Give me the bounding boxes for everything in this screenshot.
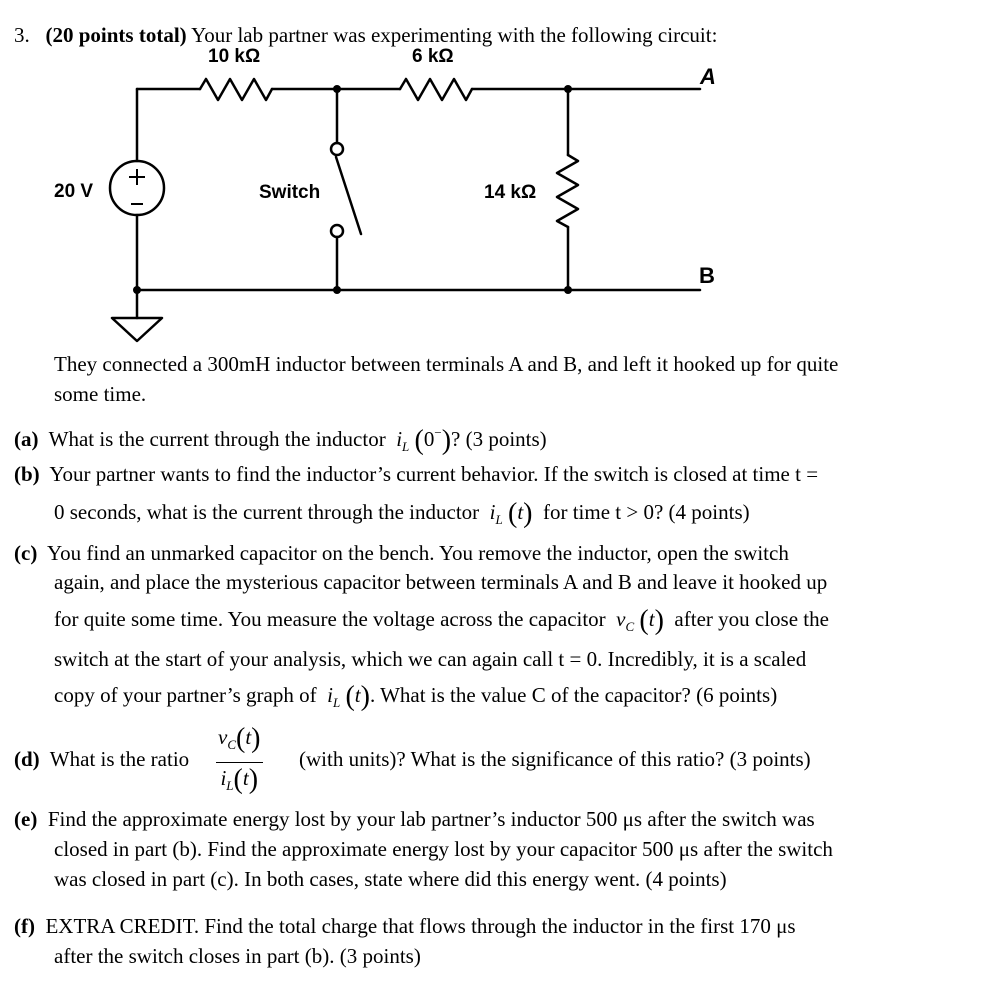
part-c-math-arg: t <box>648 607 655 631</box>
part-e-text-1: Find the approximate energy lost by your lab partner’s inductor 500 μs after the switch was <box>47 807 815 831</box>
resistor-10k <box>200 79 272 100</box>
label-r3: 14 kΩ <box>484 182 537 203</box>
part-c-math-arg-2: t <box>354 683 361 707</box>
part-c-text-3b: after you close the <box>674 607 829 631</box>
part-a-math-arg: 0 <box>423 427 435 451</box>
label-switch: Switch <box>259 182 321 203</box>
part-c-text-5b: . What is the value C of the capacitor? (6 points) <box>369 683 778 707</box>
part-d-label: (d) <box>14 747 40 771</box>
part-f-line-2: after the switch closes in part (b). (3 points) <box>54 944 421 968</box>
part-c-line-5: copy of your partner’s graph of $i_L$ (t). What is the value C of the capacitor? (6 points) <box>54 681 778 712</box>
ratio-den-sub: L <box>226 778 234 793</box>
part-a-label: (a) <box>14 427 39 451</box>
part-a-math-i: i <box>396 427 403 451</box>
part-a: (a) What is the current through the inductor $i_L$ (0−)? (3 points) <box>14 425 547 456</box>
part-a-math-sup: − <box>434 425 442 440</box>
part-c-label: (c) <box>14 541 38 565</box>
label-terminal-a: A <box>700 64 716 89</box>
label-source: 20 V <box>54 181 94 202</box>
part-c-line-2: again, and place the mysterious capacitor between terminals A and B and leave it hooked up <box>54 570 828 594</box>
part-b-text-1: Your partner wants to find the inductor’s current behavior. If the switch is closed at time t = <box>49 462 819 486</box>
context-line-2: some time. <box>54 382 147 406</box>
ratio-denominator: $i_L(t)$ <box>220 764 259 795</box>
problem-intro: Your lab partner was experimenting with the following circuit: <box>191 23 718 47</box>
part-c-text-3a: for quite some time. You measure the voltage across the capacitor <box>54 607 606 631</box>
ratio-numerator: $v_C(t)$ <box>216 722 263 763</box>
junction-dot <box>564 286 572 294</box>
junction-dot <box>133 286 141 294</box>
label-r1: 10 kΩ <box>208 46 261 67</box>
ratio-den-i: i <box>220 766 227 790</box>
switch-contact-bottom <box>331 225 343 237</box>
part-f-line-1 <box>14 913 796 939</box>
junction-dot <box>333 286 341 294</box>
part-d-text-1: What is the ratio <box>49 747 190 771</box>
part-c-line-4: switch at the start of your analysis, which we can again call t = 0. Incredibly, it is a scaled <box>54 647 807 671</box>
part-b-math-i: i <box>489 500 496 524</box>
part-b-text-2b: for time t > 0? (4 points) <box>542 500 750 524</box>
part-a-text: What is the current through the inductor <box>48 427 386 451</box>
circuit-diagram <box>0 0 1002 360</box>
part-a-math-sub: L <box>402 439 410 454</box>
part-e-line-3: was closed in part (c). In both cases, state where did this energy went. (4 points) <box>54 867 727 891</box>
resistor-14k <box>557 155 578 227</box>
problem-points: (20 points total) <box>45 23 187 47</box>
ratio-fraction <box>216 722 263 801</box>
part-b-text-2a: 0 seconds, what is the current through the inductor <box>54 500 480 524</box>
part-c-math-i: i <box>327 683 333 707</box>
part-c-text-1: You find an unmarked capacitor on the bench. You remove the inductor, open the switch <box>47 541 789 565</box>
switch-contact-top <box>331 143 343 155</box>
part-c-line-1 <box>14 540 789 566</box>
context-line-1: They connected a 300mH inductor between terminals A and B, and left it hooked up for quite <box>54 352 839 376</box>
switch-blade <box>336 157 361 234</box>
part-c-math-v: v <box>616 607 626 631</box>
part-b-line-1 <box>14 461 818 487</box>
junction-dot <box>333 85 341 93</box>
part-c-math-isub: L <box>332 695 341 710</box>
problem-number: 3. <box>14 23 30 47</box>
part-b-label: (b) <box>14 462 40 486</box>
part-c-text-5a: copy of your partner’s graph of <box>54 683 317 707</box>
part-e-line-2: closed in part (b). Find the approximate energy lost by your capacitor 500 μs after the switch <box>54 837 833 861</box>
part-c-math-vsub: C <box>625 619 635 634</box>
part-f-label: (f) <box>14 914 35 938</box>
ratio-den-arg: t <box>242 766 249 790</box>
part-b-line-2: 0 seconds, what is the current through the inductor $i_L$ (t) for time t > 0? (4 points) <box>54 498 750 529</box>
label-terminal-b: B <box>699 263 715 288</box>
part-a-text-end: ? (3 points) <box>451 427 547 451</box>
part-e-label: (e) <box>14 807 38 831</box>
ratio-num-arg: t <box>245 725 252 749</box>
source-plus-glyph <box>129 169 145 185</box>
part-d-text-left <box>14 746 189 772</box>
part-c-line-3: for quite some time. You measure the voltage across the capacitor $v_C$ (t) after you close the <box>54 605 829 636</box>
label-r2: 6 kΩ <box>412 46 454 67</box>
ratio-num-sub: C <box>227 737 236 752</box>
part-e-line-1 <box>14 806 815 832</box>
part-b-math-sub: L <box>495 512 503 527</box>
part-f-text-1: EXTRA CREDIT. Find the total charge that flows through the inductor in the first 170 μs <box>45 914 796 938</box>
part-b-math-arg: t <box>517 500 524 524</box>
junction-dot <box>564 85 572 93</box>
part-d-text-2: (with units)? What is the significance of this ratio? (3 points) <box>299 747 811 771</box>
ground-symbol <box>112 318 162 341</box>
resistor-6k <box>400 79 472 100</box>
ratio-num-v: v <box>218 725 228 749</box>
